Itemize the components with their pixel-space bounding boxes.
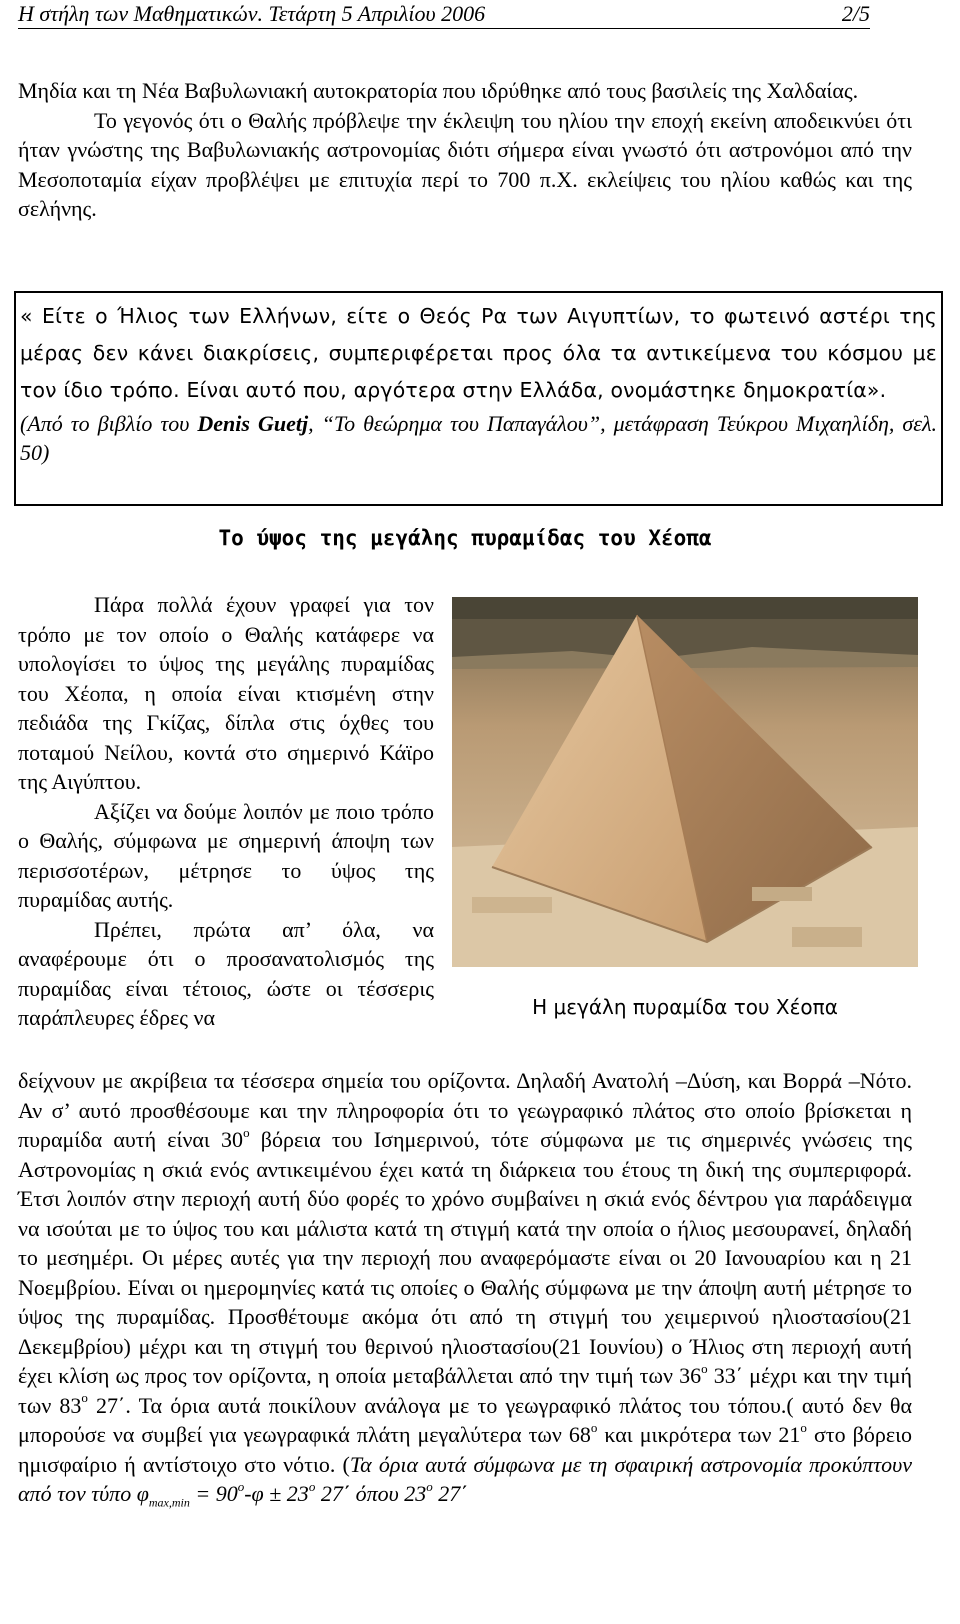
quote-source-author: Denis Guetj	[197, 411, 309, 436]
formula-part-h: = 90	[189, 1481, 238, 1506]
main-text-part-f: στο βόρειο ημισφαίριο ή αντίστοιχο στο νότιο. (	[18, 1422, 912, 1477]
degree-mark: ο	[237, 1478, 245, 1494]
page-number: 2/5	[841, 1, 870, 26]
formula-part-i: -φ ± 23	[244, 1481, 309, 1506]
degree-mark: ο	[701, 1360, 708, 1376]
left-paragraph-1: Πάρα πολλά έχουν γραφεί για τον τρόπο με τον οποίο ο Θαλής κατάφερε να υπολογίσει το ύψος της μεγάλης πυραμίδας του Χέοπα, η οποία είναι κτισμένη στην πεδιάδα της Γκίζας, δίπλα στις όχθες του ποταμού Νείλου, κοντά στο σημερινό Κάϊρο της Αιγύπτου.	[18, 592, 434, 794]
degree-mark: ο	[243, 1124, 250, 1140]
quote-box	[14, 291, 943, 506]
formula-part-g: Τα όρια αυτά σύμφωνα με τη σφαιρική αστρονομία προκύπτουν από τον τύπο φ	[18, 1451, 912, 1506]
left-paragraph-3: Πρέπει, πρώτα απ’ όλα, να αναφέρουμε ότι ο προσανατολισμός της πυραμίδας είναι τέτοιος, ώστε οι τέσσερις παράπλευρες έδρες να	[18, 916, 434, 1030]
degree-mark: ο	[81, 1390, 88, 1406]
pyramid-photo	[452, 597, 918, 967]
main-text	[18, 1066, 912, 1509]
main-text-part-a: δείχνουν με ακρίβεια τα τέσσερα σημεία του ορίζοντα. Δηλαδή Ανατολή –Δύση, και Βορρά –Νότο. Αν σ’ αυτό προσθέσουμε και την πληροφορία ότι το γεωγραφικό πλάτος στο οποίο βρίσκεται η πυραμίδα αυτή είναι 30	[18, 1068, 912, 1152]
figure-caption: Η μεγάλη πυραμίδα του Χέοπα	[532, 995, 838, 1019]
main-text-part-e: και μικρότερα των 21	[597, 1422, 801, 1447]
degree-mark: ο	[800, 1419, 807, 1435]
left-column-text	[18, 590, 434, 1033]
quote-source	[20, 409, 937, 467]
degree-mark: ο	[426, 1478, 433, 1494]
header-title: Η στήλη των Μαθηματικών. Τετάρτη 5 Απριλίου 2006	[18, 1, 486, 26]
degree-mark: ο	[308, 1478, 316, 1494]
formula-part-k: 27΄	[432, 1481, 468, 1506]
intro-paragraph-2: Το γεγονός ότι ο Θαλής πρόβλεψε την έκλειψη του ηλίου την εποχή εκείνη αποδεικνύει ότι ήταν γνώστης της Βαβυλωνιακής αστρονομίας διότι σήμερα είναι γνωστό ότι αστρονόμοι από την Μεσοποταμία είχαν προβλέψει με επιτυχία περί το 700 π.Χ. εκλείψεις του ηλίου καθώς και της σελήνης.	[18, 107, 912, 221]
formula-part-j: 27΄ όπου 23	[315, 1481, 427, 1506]
section-title: Το ύψος της μεγάλης πυραμίδας του Χέοπα	[218, 526, 712, 550]
degree-mark: ο	[590, 1419, 598, 1435]
quote-source-open: (Από το βιβλίο του	[20, 411, 198, 436]
left-paragraph-2: Αξίζει να δούμε λοιπόν με ποιο τρόπο ο Θαλής, σύμφωνα με σημερινή άποψη των περισσοτέρων, μέτρησε το ύψος της πυραμίδας αυτής.	[18, 798, 434, 912]
quote-source-rest: , “Το θεώρημα του Παπαγάλου”, μετάφραση Τεύκρου Μιχαηλίδη, σελ. 50)	[20, 411, 937, 465]
quote-text: « Είτε ο Ήλιος των Ελλήνων, είτε ο Θεός Ρα των Αιγυπτίων, το φωτεινό αστέρι της μέρας δεν κάνει διακρίσεις, συμπεριφέρεται προς όλα τα αντικείμενα του κόσμου με τον ίδιο τρόπο. Είναι αυτό που, αργότερα στην Ελλάδα, ονομάστηκε δημοκρατία».	[20, 304, 937, 402]
main-text-part-c: 33΄ μέχρι και την τιμή των 83	[18, 1363, 912, 1418]
main-text-part-b: βόρεια του Ισημερινού, τότε σύμφωνα με τις σημερινές γνώσεις της Αστρονομίας η σκιά ενός αντικειμένου έχει κατά τη διάρκεια του έτους τη δική της συμπεριφορά. Έτσι λοιπόν στην περιοχή αυτή δύο φορές το χρόνο συμβαίνει η σκιά ενός δέντρου για παράδειγμα να ισούται με το ύψος του και μάλιστα κατά τη στιγμή κατά την οποία ο ήλιος μεσουρανεί, δηλαδή το μεσημέρι. Οι μέρες αυτές για την περιοχή που αναφερόμαστε είναι οι 20 Ιανουαρίου και η 21 Νοεμβρίου. Είναι οι ημερομηνίες κατά τις οποίες ο Θαλής σύμφωνα με την άποψη αυτή μέτρησε το ύψος της πυραμίδας. Προσθέτουμε ακόμα ότι από τη στιγμή του χειμερινού ηλιοστασίου(21 Δεκεμβρίου) μέχρι και τη στιγμή του θερινού ηλιοστασίου(21 Ιουνίου) ο Ήλιος στη περιοχή αυτή έχει κλίση ως προς τον ορίζοντα, η οποία μεταβάλλεται από την τιμή των 36	[18, 1127, 912, 1388]
intro-paragraph-1: Μηδία και τη Νέα Βαβυλωνιακή αυτοκρατορία που ιδρύθηκε από τους βασιλείς της Χαλδαίας.	[18, 78, 859, 103]
intro-text	[18, 76, 912, 224]
main-text-part-d: 27΄. Τα όρια αυτά ποικίλουν ανάλογα με το γεωγραφικό πλάτος του τόπου.( αυτό δεν θα μπορούσε να συμβεί για γεωγραφικά πλάτη μεγαλύτερα των 68	[18, 1392, 912, 1447]
formula-subscript: max,min	[148, 1495, 190, 1510]
page-header	[18, 0, 870, 29]
